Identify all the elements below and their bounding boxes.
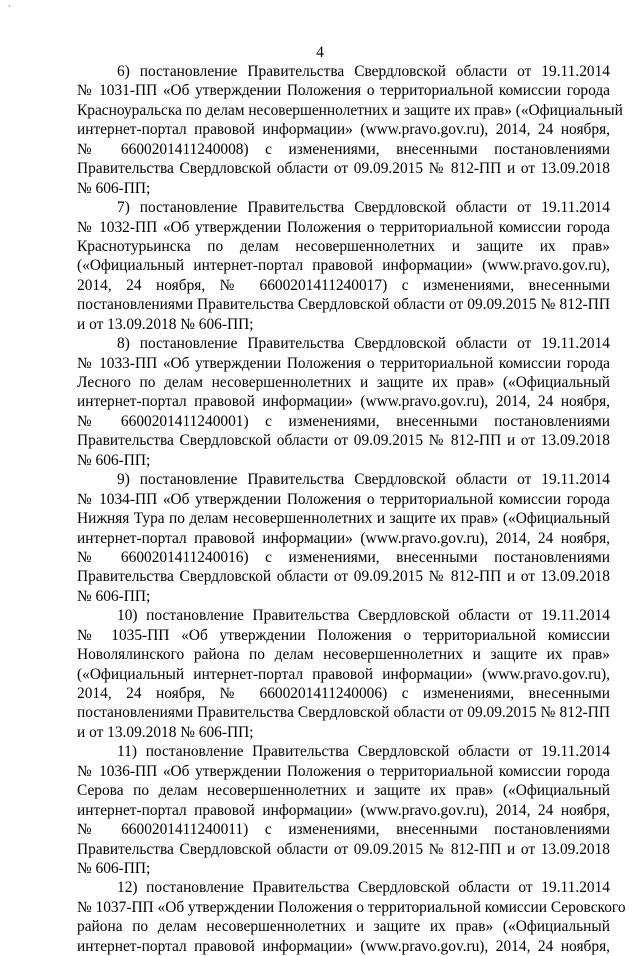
text-line: Правительства Свердловской области от 09.09.2015 № 812-ПП и от 13.09.2018 xyxy=(77,432,610,450)
text-line: и от 13.09.2018 № 606-ПП; xyxy=(77,315,254,333)
text-line: № 606-ПП; xyxy=(77,587,151,605)
text-line: интернет-портал правовой информации» (www.pravo.gov.ru), 2014, 24 ноября, xyxy=(77,393,610,411)
page-number: 4 xyxy=(316,44,324,61)
text-line: постановлениями Правительства Свердловской области от 09.09.2015 № 812-ПП xyxy=(77,296,610,314)
text-line: интернет-портал правовой информации» (www.pravo.gov.ru), 2014, 24 ноября, xyxy=(77,801,610,819)
text-line: № 1035-ПП «Об утверждении Положения о территориальной комиссии xyxy=(77,626,610,644)
text-line: № 1032-ПП «Об утверждении Положения о территориальной комиссии города xyxy=(77,218,610,236)
text-line: интернет-портал правовой информации» (www.pravo.gov.ru), 2014, 24 ноября, xyxy=(77,937,610,955)
text-line: и от 13.09.2018 № 606-ПП; xyxy=(77,723,254,741)
text-line: Лесного по делам несовершеннолетних и защите их прав» («Официальный xyxy=(77,374,610,391)
text-line: № 6600201411240001) с изменениями, внесенными постановлениями xyxy=(77,412,610,430)
text-line: 11) постановление Правительства Свердловской области от 19.11.2014 xyxy=(117,743,610,761)
text-line: № 1031-ПП «Об утверждении Положения о территориальной комиссии города xyxy=(77,82,610,100)
text-line: интернет-портал правовой информации» (www.pravo.gov.ru), 2014, 24 ноября, xyxy=(77,121,610,139)
text-line: Серова по делам несовершеннолетних и защите их прав» («Официальный xyxy=(77,782,610,800)
text-line: 7) постановление Правительства Свердловской области от 19.11.2014 xyxy=(117,199,610,217)
text-line: 8) постановление Правительства Свердловской области от 19.11.2014 xyxy=(117,335,610,353)
text-line: № 1034-ПП «Об утверждении Положения о территориальной комиссии города xyxy=(77,490,610,508)
text-line: Новолялинского района по делам несовершеннолетних и защите их прав» xyxy=(77,646,610,664)
text-line: постановлениями Правительства Свердловской области от 09.09.2015 № 812-ПП xyxy=(77,704,610,722)
text-line: района по делам несовершеннолетних и защите их прав» («Официальный xyxy=(77,918,610,936)
text-line: («Официальный интернет-портал правовой информации» (www.pravo.gov.ru), xyxy=(77,665,610,683)
list-item-item-7 xyxy=(77,198,610,334)
document-body xyxy=(77,62,626,956)
text-line: 6) постановление Правительства Свердловской области от 19.11.2014 xyxy=(117,63,610,80)
text-line: № 1037-ПП «Об утверждении Положения о территориальной комиссии Серовского xyxy=(77,898,626,916)
text-line: 12) постановление Правительства Свердловской области от 19.11.2014 xyxy=(117,879,610,897)
text-line: № 6600201411240011) с изменениями, внесенными постановлениями xyxy=(77,821,610,839)
text-line: Красноуральска по делам несовершеннолетних и защите их прав» («Официальный xyxy=(77,101,623,119)
list-item-item-6 xyxy=(77,62,623,198)
text-line: 10) постановление Правительства Свердловской области от 19.11.2014 xyxy=(117,607,610,625)
text-line: № 606-ПП; xyxy=(77,859,151,877)
text-line: 9) постановление Правительства Свердловской области от 19.11.2014 xyxy=(117,471,610,489)
scan-mark: ` xyxy=(8,4,11,14)
text-line: № 6600201411240016) с изменениями, внесенными постановлениями xyxy=(77,548,610,566)
list-item-item-9 xyxy=(77,470,610,606)
text-line: № 6600201411240008) с изменениями, внесенными постановлениями xyxy=(77,140,610,158)
text-line: № 1036-ПП «Об утверждении Положения о территориальной комиссии города xyxy=(77,762,610,780)
text-line: Правительства Свердловской области от 09.09.2015 № 812-ПП и от 13.09.2018 xyxy=(77,568,610,586)
list-item-item-8 xyxy=(77,334,610,470)
text-line: Краснотурьинска по делам несовершеннолетних и защите их прав» xyxy=(77,237,610,255)
text-line: № 606-ПП; xyxy=(77,451,151,469)
text-line: интернет-портал правовой информации» (www.pravo.gov.ru), 2014, 24 ноября, xyxy=(77,529,610,547)
text-line: № 1033-ПП «Об утверждении Положения о территориальной комиссии города xyxy=(77,354,610,372)
text-line: Нижняя Тура по делам несовершеннолетних и защите их прав» («Официальный xyxy=(77,510,610,528)
text-line: № 606-ПП; xyxy=(77,179,151,197)
list-item-item-10 xyxy=(77,606,610,742)
text-line: 2014, 24 ноября, № 6600201411240006) с изменениями, внесенными xyxy=(77,685,610,702)
text-line: Правительства Свердловской области от 09.09.2015 № 812-ПП и от 13.09.2018 xyxy=(77,840,610,858)
list-item-item-12 xyxy=(77,878,626,956)
text-line: Правительства Свердловской области от 09.09.2015 № 812-ПП и от 13.09.2018 xyxy=(77,160,610,178)
text-line: («Официальный интернет-портал правовой информации» (www.pravo.gov.ru), xyxy=(77,257,610,275)
text-line: 2014, 24 ноября, № 6600201411240017) с изменениями, внесенными xyxy=(77,276,610,294)
list-item-item-11 xyxy=(77,742,610,878)
